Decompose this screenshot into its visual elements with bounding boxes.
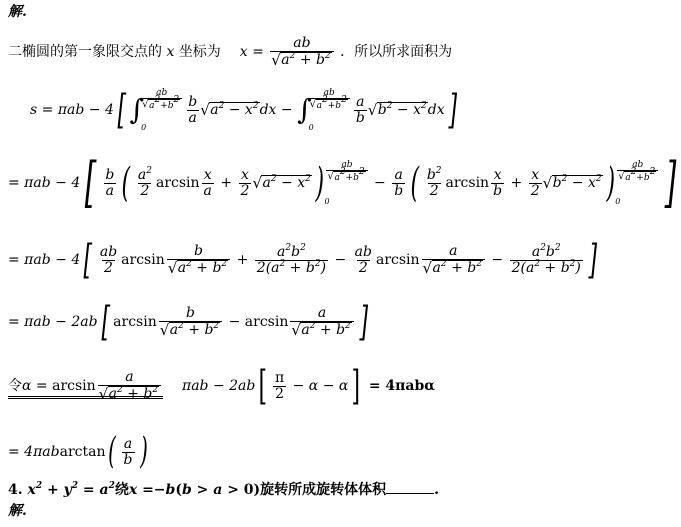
problem-text-b: 旋转所成旋转体体积 bbox=[260, 482, 387, 498]
intro-text: 二椭圆的第一象限交点的 bbox=[8, 44, 162, 60]
evaluated-bracket-formula: = πab − 4[ $\frac{ab}{2}$ arcsin b √ $a^2 + b^2$ + $\frac{a^2b^2}{2(a^2 + b^2)}$ − $\frac{ab}{2}$ arcsin a √ $a^2 + b^2$ − $\frac{a^2b^2}{2(a^2 + b^2)}$ ] bbox=[8, 240, 600, 280]
intro-result: ．所以所求面积为 bbox=[340, 44, 453, 60]
intro-text2: 坐标为 bbox=[178, 44, 221, 60]
footer-label: 解. bbox=[8, 503, 27, 519]
x-coordinate-formula: x = ab √ $a^2 + b^2$ bbox=[240, 44, 340, 60]
antiderivative-formula: = πab − 4[ $\frac{b}{a}$ ( $\frac{a^2}{2}$ arcsin $\frac{x}{a}$ + $\frac{x}{2}$ √ $a^2 - x^2$ ) ab √ $a^2+b^2$ 0 − $\frac{a}{b}$ ( $\frac{b^2}{2}$ arcsin $\frac{x}{b}$ + $\frac{x}{2}$ √ $b^2 - x^2$ ) ab √ $a^2+b^2$ 0 ] bbox=[8, 160, 681, 206]
answer-blank bbox=[386, 481, 434, 494]
substitution-line: 令α = arcsin a √ $a^2 + b^2$ πab − 2ab[ $\frac{\pi}{2}$ − α − α] = 4πabα bbox=[8, 366, 435, 406]
header-label: 解. bbox=[8, 4, 27, 20]
intro-line bbox=[8, 36, 452, 68]
problem-4-line: 4. $x^2 + y^2 = a^2$绕x =−b(b > a > 0)旋转所成旋转体体积 . bbox=[8, 481, 440, 498]
let-text: 令 bbox=[8, 378, 22, 394]
problem-end: . bbox=[434, 482, 440, 498]
problem-text-a: 绕 bbox=[114, 482, 129, 498]
final-result-formula: = 4πabarctan( $\frac{a}{b}$ ) bbox=[8, 431, 148, 472]
area-integral-formula: s = πab − 4[ ∫ ab √ $a^2+b^2$ 0 $\frac{b}{a}$ √ $a^2 - x^2dx$ − ∫ ab √ $a^2+b^2$ 0 $\frac{a}{b}$ √ $b^2 - x^2dx$] bbox=[30, 88, 460, 132]
simplified-formula: = πab − 2ab[ arcsin b √ $a^2 + b^2$ − arcsin a √ $a^2 + b^2$ ] bbox=[8, 302, 371, 342]
intro-var: x bbox=[166, 44, 175, 60]
problem-number: 4. bbox=[8, 482, 23, 498]
